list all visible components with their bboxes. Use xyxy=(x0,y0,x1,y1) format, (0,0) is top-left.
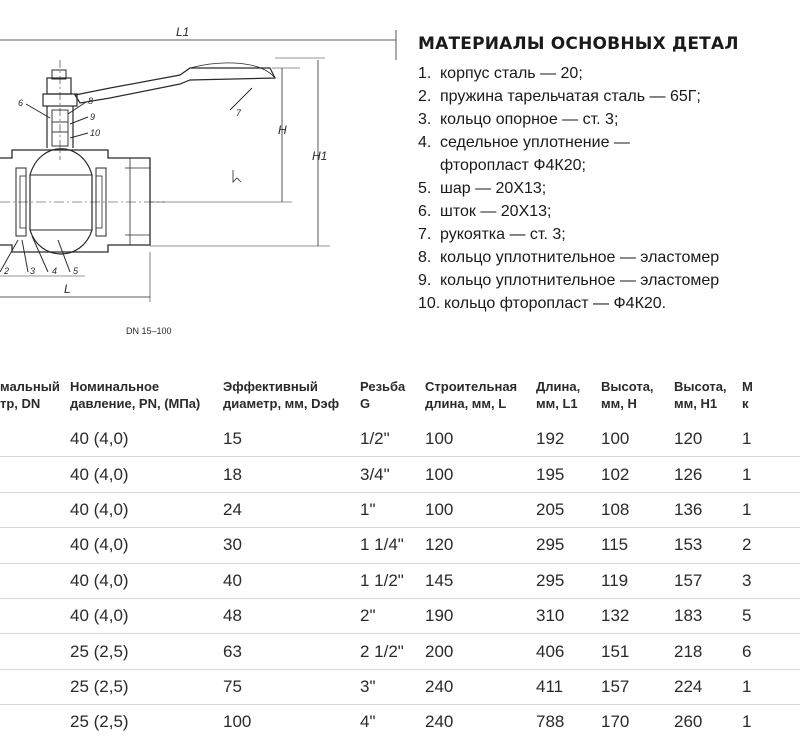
table-cell: 100 xyxy=(223,705,360,740)
header-l: Строительная длина, мм, L xyxy=(425,379,518,411)
table-cell: 1" xyxy=(360,492,425,527)
header-l1: Длина, мм, L1 xyxy=(536,379,581,411)
table-cell: 40 (4,0) xyxy=(70,563,223,598)
table-cell: 18 xyxy=(223,457,360,492)
header-thread: Резьба G xyxy=(360,379,406,411)
table-cell: 145 xyxy=(425,563,536,598)
material-item: 7. рукоятка — ст. 3; xyxy=(418,226,566,243)
callout-2: 2 xyxy=(4,266,10,276)
table-cell: 48 xyxy=(223,598,360,633)
table-cell: 25 (2,5) xyxy=(70,705,223,740)
table-cell: 24 xyxy=(223,492,360,527)
table-cell: 40 (4,0) xyxy=(70,492,223,527)
table-cell: 151 xyxy=(601,634,674,669)
dim-l-label: L xyxy=(64,282,71,296)
table-body xyxy=(0,422,800,740)
callout-9: 9 xyxy=(90,112,96,122)
table-row xyxy=(0,598,800,633)
table-cell xyxy=(0,422,70,457)
header-dn: мальный тр, DN xyxy=(0,379,60,411)
table-cell: 120 xyxy=(674,429,703,449)
table-cell xyxy=(0,669,70,704)
table-cell: 40 (4,0) xyxy=(70,528,223,563)
table-row xyxy=(0,492,800,527)
valve-drawing xyxy=(0,0,400,350)
table-row xyxy=(0,457,800,492)
dim-h-label: H xyxy=(278,123,287,137)
materials-title: МАТЕРИАЛЫ ОСНОВНЫХ ДЕТАЛ xyxy=(418,34,739,54)
table-cell: 218 xyxy=(674,634,742,669)
table-cell: 406 xyxy=(536,634,601,669)
table-cell: 240 xyxy=(425,669,536,704)
table-cell xyxy=(0,528,70,563)
table-cell: 192 xyxy=(536,429,565,449)
table-cell xyxy=(0,634,70,669)
table-cell: 132 xyxy=(601,598,674,633)
table-cell: 102 xyxy=(601,457,674,492)
table-cell: 153 xyxy=(674,528,742,563)
material-item: 8. кольцо уплотнительное — эластомер xyxy=(418,249,720,266)
table-cell: 120 xyxy=(425,528,536,563)
table-cell: 25 (2,5) xyxy=(70,634,223,669)
table-cell: 1 xyxy=(742,429,752,449)
table-cell: 411 xyxy=(536,669,601,704)
header-mass: М к xyxy=(742,379,753,411)
table-cell: 1 xyxy=(742,705,800,740)
material-item: 9. кольцо уплотнительное — эластомер xyxy=(418,272,720,289)
table-row xyxy=(0,705,800,740)
materials-list xyxy=(418,34,758,315)
table-header-row xyxy=(0,378,800,422)
table-cell: 119 xyxy=(601,563,674,598)
table-cell: 3 xyxy=(742,563,800,598)
table-cell: 136 xyxy=(674,492,742,527)
table-row xyxy=(0,563,800,598)
table-cell: 295 xyxy=(536,528,601,563)
table-cell: 260 xyxy=(674,705,742,740)
table-cell xyxy=(0,598,70,633)
material-item: 5. шар — 20Х13; xyxy=(418,180,547,197)
table-cell: 3" xyxy=(360,669,425,704)
material-item-continuation: фторопласт Ф4К20; xyxy=(440,157,586,174)
drawing-caption: DN 15–100 xyxy=(126,326,172,336)
spec-table xyxy=(0,378,800,740)
table-cell: 5 xyxy=(742,598,800,633)
table-cell xyxy=(0,705,70,740)
table-cell: 126 xyxy=(674,457,742,492)
header-h: Высота, мм, H xyxy=(601,379,654,411)
table-cell: 40 (4,0) xyxy=(70,457,223,492)
callout-3: 3 xyxy=(30,266,36,276)
table-cell: 195 xyxy=(536,457,601,492)
table-cell: 100 xyxy=(425,492,536,527)
material-item: 4. седельное уплотнение — xyxy=(418,134,630,151)
table-cell: 100 xyxy=(425,429,454,449)
table-row xyxy=(0,634,800,669)
callout-7: 7 xyxy=(236,108,242,118)
material-item: 6. шток — 20Х13; xyxy=(418,203,552,220)
callout-10: 10 xyxy=(90,128,101,138)
callout-8: 8 xyxy=(88,96,94,106)
table-cell xyxy=(0,492,70,527)
material-item: 1. корпус сталь — 20; xyxy=(418,65,583,82)
table-cell: 25 (2,5) xyxy=(70,669,223,704)
table-cell: 157 xyxy=(601,669,674,704)
dim-l1-label: L1 xyxy=(176,25,190,39)
table-row xyxy=(0,422,800,457)
table-cell xyxy=(0,563,70,598)
table-cell: 40 (4,0) xyxy=(70,429,129,449)
table-cell: 4" xyxy=(360,705,425,740)
table-row xyxy=(0,669,800,704)
table-cell: 100 xyxy=(601,429,630,449)
table-cell: 1 xyxy=(742,457,800,492)
table-cell: 2" xyxy=(360,598,425,633)
table-cell: 2 xyxy=(742,528,800,563)
table-cell: 2 1/2" xyxy=(360,634,425,669)
table-cell: 1 xyxy=(742,669,800,704)
header-pn: Номинальное давление, PN, (МПа) xyxy=(70,379,201,411)
table-cell: 240 xyxy=(425,705,536,740)
table-cell: 6 xyxy=(742,634,800,669)
table-cell: 108 xyxy=(601,492,674,527)
table-cell: 170 xyxy=(601,705,674,740)
callout-4: 4 xyxy=(52,266,58,276)
table-cell: 1 xyxy=(742,492,800,527)
callout-6: 6 xyxy=(18,98,24,108)
material-item: 3. кольцо опорное — ст. 3; xyxy=(418,111,619,128)
table-cell: 115 xyxy=(601,528,674,563)
table-cell: 183 xyxy=(674,598,742,633)
table-cell: 224 xyxy=(674,669,742,704)
table-cell: 295 xyxy=(536,563,601,598)
materials-items xyxy=(418,62,758,315)
table-cell: 3/4" xyxy=(360,457,425,492)
table-cell: 40 (4,0) xyxy=(70,598,223,633)
table-cell: 63 xyxy=(223,634,360,669)
table-cell: 15 xyxy=(223,429,242,449)
header-h1: Высота, мм, H1 xyxy=(674,379,727,411)
table-cell: 1 1/2" xyxy=(360,563,425,598)
table-cell: 75 xyxy=(223,669,360,704)
table-cell: 40 xyxy=(223,563,360,598)
table-cell: 190 xyxy=(425,598,536,633)
material-item: 10. кольцо фторопласт — Ф4К20. xyxy=(418,295,667,312)
table-cell: 200 xyxy=(425,634,536,669)
table-cell: 1 1/4" xyxy=(360,528,425,563)
material-item: 2. пружина тарельчатая сталь — 65Г; xyxy=(418,88,701,105)
table-cell: 310 xyxy=(536,598,601,633)
table-cell: 788 xyxy=(536,705,601,740)
header-deff: Эффективный диаметр, мм, Dэф xyxy=(223,379,340,411)
table-cell: 1/2" xyxy=(360,429,390,449)
table-cell: 30 xyxy=(223,528,360,563)
callout-5: 5 xyxy=(73,266,79,276)
dim-h1-label: H1 xyxy=(312,149,328,163)
table-row xyxy=(0,528,800,563)
table-cell: 157 xyxy=(674,563,742,598)
table-cell xyxy=(0,457,70,492)
table-cell: 100 xyxy=(425,457,536,492)
table-cell: 205 xyxy=(536,492,601,527)
